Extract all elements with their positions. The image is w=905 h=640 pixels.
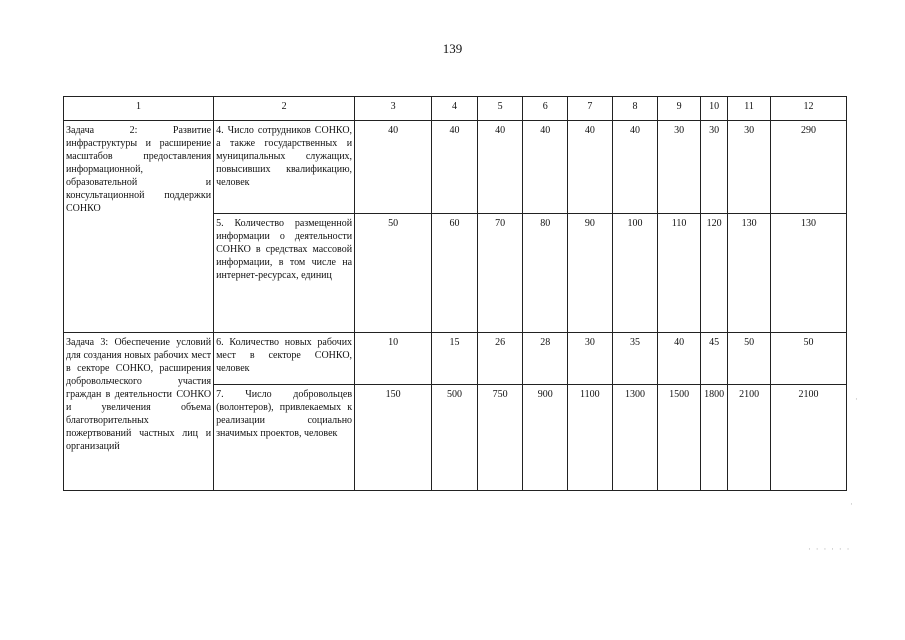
value-cell: 1100 (568, 385, 613, 491)
value-cell: 28 (523, 333, 568, 385)
table-row (64, 121, 847, 214)
scan-speck: · · · · · · (808, 545, 851, 555)
column-header: 11 (728, 97, 771, 121)
value-cell: 1500 (658, 385, 701, 491)
indicator-cell: 5. Количество размещенной информации о деятельности СОНКО в средствах массовой информации, в том числе на интернет-ресурсах, единиц (214, 214, 355, 333)
scan-speck: · (850, 500, 853, 510)
value-cell: 150 (355, 385, 432, 491)
value-cell: 40 (612, 121, 658, 214)
value-cell: 750 (477, 385, 523, 491)
value-cell: 1800 (700, 385, 727, 491)
value-cell: 40 (432, 121, 478, 214)
value-cell: 130 (770, 214, 846, 333)
task-cell: Задача 3: Обеспечение условий для создания новых рабочих мест в секторе СОНКО, расширения добровольческого участия граждан в деятельности СОНКО и увеличения объема благотворительных пожертвований частных лиц и организаций (64, 333, 214, 491)
value-cell: 40 (355, 121, 432, 214)
value-cell: 50 (728, 333, 771, 385)
value-cell: 50 (355, 214, 432, 333)
value-cell: 40 (568, 121, 613, 214)
indicators-table (63, 96, 847, 491)
value-cell: 30 (568, 333, 613, 385)
column-header: 10 (700, 97, 727, 121)
page-number: 139 (442, 41, 463, 56)
value-cell: 130 (728, 214, 771, 333)
indicator-cell: 4. Число сотрудников СОНКО, а также государственных и муниципальных служащих, повысивших квалификацию, человек (214, 121, 355, 214)
value-cell: 40 (523, 121, 568, 214)
value-cell: 40 (658, 333, 701, 385)
column-header: 4 (432, 97, 478, 121)
value-cell: 90 (568, 214, 613, 333)
value-cell: 40 (477, 121, 523, 214)
column-header: 5 (477, 97, 523, 121)
value-cell: 30 (700, 121, 727, 214)
value-cell: 2100 (728, 385, 771, 491)
value-cell: 2100 (770, 385, 846, 491)
value-cell: 10 (355, 333, 432, 385)
value-cell: 15 (432, 333, 478, 385)
column-header: 7 (568, 97, 613, 121)
value-cell: 110 (658, 214, 701, 333)
value-cell: 100 (612, 214, 658, 333)
column-header: 2 (214, 97, 355, 121)
column-header: 1 (64, 97, 214, 121)
value-cell: 30 (728, 121, 771, 214)
indicator-cell: 6. Количество новых рабочих мест в секторе СОНКО, человек (214, 333, 355, 385)
column-header: 6 (523, 97, 568, 121)
scan-speck: · (855, 395, 858, 405)
value-cell: 35 (612, 333, 658, 385)
value-cell: 50 (770, 333, 846, 385)
column-header: 12 (770, 97, 846, 121)
value-cell: 30 (658, 121, 701, 214)
column-header: 3 (355, 97, 432, 121)
value-cell: 1300 (612, 385, 658, 491)
table-header-row (64, 97, 847, 121)
value-cell: 900 (523, 385, 568, 491)
value-cell: 290 (770, 121, 846, 214)
value-cell: 80 (523, 214, 568, 333)
task-cell: Задача 2: Развитие инфраструктуры и расширение масштабов предоставления информационной, образовательной и консультационной поддержки СОНКО (64, 121, 214, 333)
column-header: 9 (658, 97, 701, 121)
value-cell: 500 (432, 385, 478, 491)
value-cell: 26 (477, 333, 523, 385)
value-cell: 120 (700, 214, 727, 333)
indicator-cell: 7. Число добровольцев (волонтеров), привлекаемых к реализации социально значимых проектов, человек (214, 385, 355, 491)
value-cell: 60 (432, 214, 478, 333)
value-cell: 45 (700, 333, 727, 385)
value-cell: 70 (477, 214, 523, 333)
column-header: 8 (612, 97, 658, 121)
table-row (64, 333, 847, 385)
